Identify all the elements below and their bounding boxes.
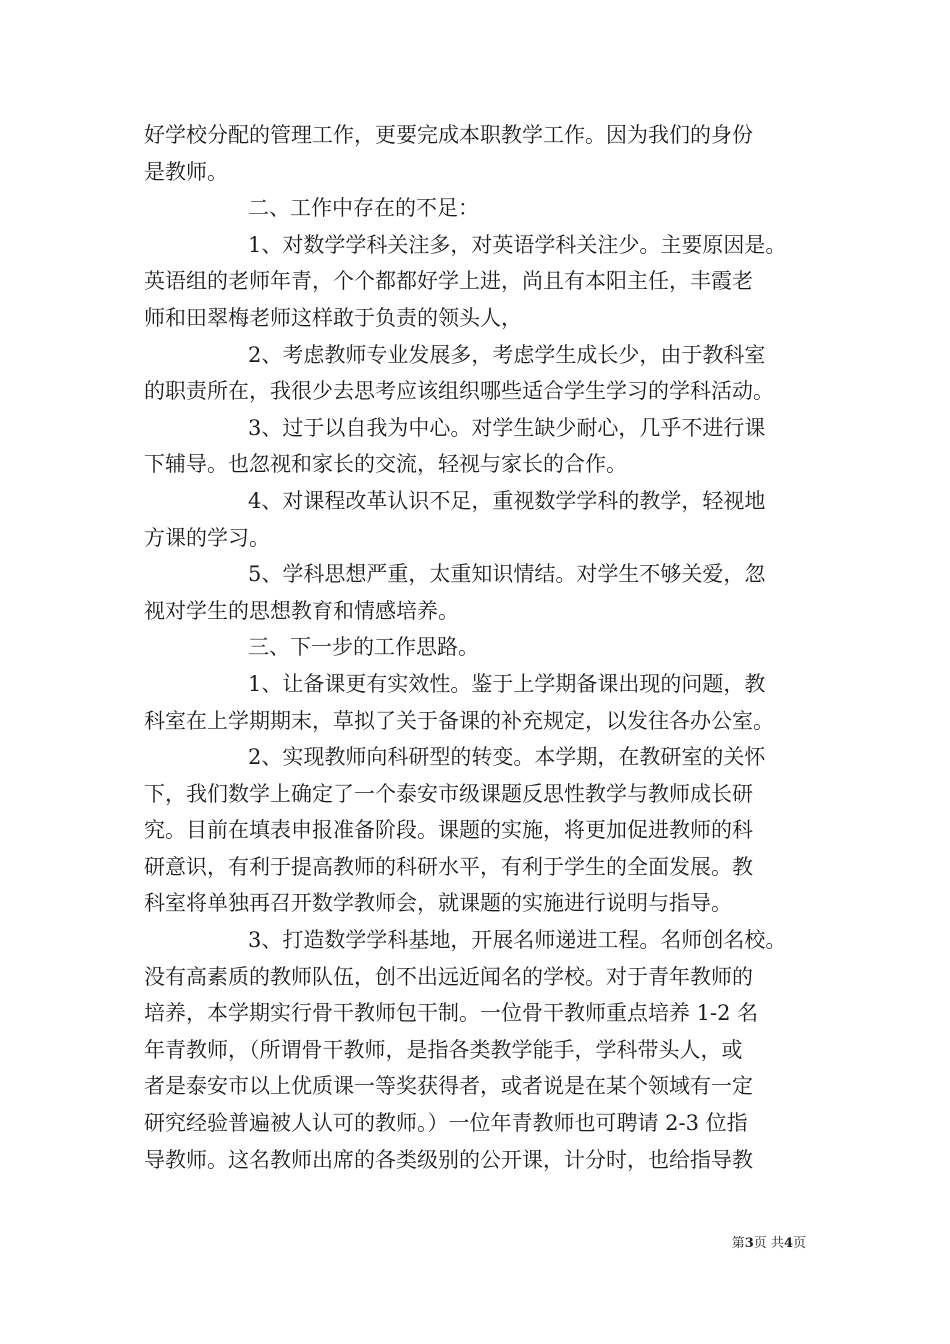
footer-prefix: 第: [731, 1236, 745, 1251]
text-line: 究。目前在填表申报准备阶段。课题的实施，将更加促进教师的科: [144, 818, 753, 843]
text-line: 者是泰安市以上优质课一等奖获得者，或者说是在某个领域有一定: [144, 1074, 753, 1099]
page-footer: [732, 1232, 806, 1251]
text-line: 三、下一步的工作思路。: [248, 635, 479, 660]
text-line: 2、考虑教师专业发展多，考虑学生成长少，由于教科室: [248, 342, 766, 367]
text-line: 科室在上学期期末，草拟了关于备课的补充规定，以发往各办公室。: [144, 708, 774, 733]
text-line: 是教师。: [144, 159, 228, 184]
text-line: 师和田翠梅老师这样敢于负责的领头人，: [144, 305, 522, 330]
text-line: 科室将单独再召开数学教师会，就课题的实施进行说明与指导。: [144, 891, 732, 916]
current-page-number: 3: [744, 1236, 754, 1251]
text-line: 1、让备课更有实效性。鉴于上学期备课出现的问题，教: [248, 671, 766, 696]
text-line: 研究经验普遍被人认可的教师。）一位年青教师也可聘请 2-3 位指: [144, 1111, 748, 1136]
text-line: 2、实现教师向科研型的转变。本学期，在教研室的关怀: [248, 745, 766, 770]
text-line: 下，我们数学上确定了一个泰安市级课题反思性教学与教师成长研: [144, 781, 753, 806]
text-line: 视对学生的思想教育和情感培养。: [144, 598, 459, 623]
text-line: 好学校分配的管理工作，更要完成本职教学工作。因为我们的身份: [144, 123, 753, 147]
footer-suffix: 页: [792, 1236, 806, 1251]
text-line: 二、工作中存在的不足：: [248, 196, 479, 221]
text-line: 4、对课程改革认识不足，重视数学学科的教学，轻视地: [248, 488, 766, 513]
body-text: [144, 117, 814, 1178]
footer-middle: 页 共: [753, 1236, 784, 1251]
text-line: 培养，本学期实行骨干教师包干制。一位骨干教师重点培养 1-2 名: [144, 1001, 759, 1026]
text-line: 5、学科思想严重，太重知识情结。对学生不够关爱，忽: [248, 562, 766, 587]
text-line: 研意识，有利于提高教师的科研水平，有利于学生的全面发展。教: [144, 854, 753, 879]
text-line: 3、过于以自我为中心。对学生缺少耐心，几乎不进行课: [248, 415, 766, 440]
text-line: 年青教师，（所谓骨干教师，是指各类教学能手，学科带头人，或: [144, 1037, 743, 1062]
text-line: 方课的学习。: [144, 525, 270, 550]
text-line: 1、对数学学科关注多，对英语学科关注少。主要原因是。: [248, 232, 787, 257]
text-line: 下辅导。也忽视和家长的交流，轻视与家长的合作。: [144, 452, 627, 477]
text-line: 导教师。这名教师出席的各类级别的公开课，计分时，也给指导教: [144, 1147, 753, 1172]
text-line: 的职责所在，我很少去思考应该组织哪些适合学生学习的学科活动。: [144, 379, 774, 404]
total-pages-number: 4: [783, 1236, 793, 1251]
text-line: 英语组的老师年青，个个都都好学上进，尚且有本阳主任，丰霞老: [144, 269, 753, 294]
text-line: 3、打造数学学科基地，开展名师递进工程。名师创名校。: [248, 928, 787, 953]
text-line: 没有高素质的教师队伍，创不出远近闻名的学校。对于青年教师的: [144, 964, 753, 989]
